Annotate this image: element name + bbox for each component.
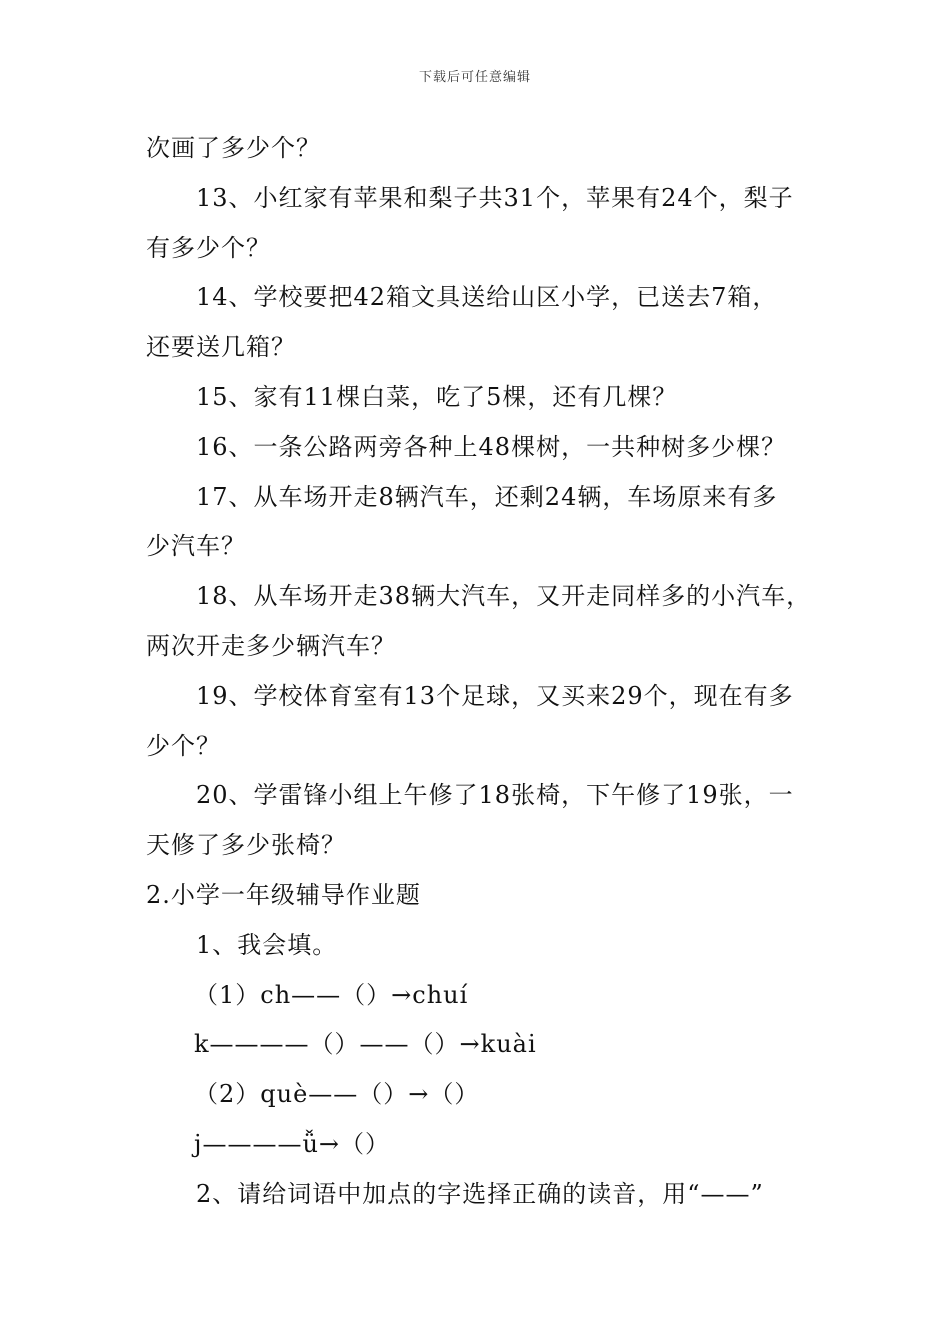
question-14-line-2: 还要送几箱？ xyxy=(146,333,296,362)
pinyin-row-2: k————（）——（）→kuài xyxy=(194,1030,537,1059)
question-16: 16、一条公路两旁各种上48棵树，一共种树多少棵？ xyxy=(196,432,787,461)
document-body xyxy=(146,124,836,1220)
question-14-line-1: 14、学校要把42箱文具送给山区小学，已送去7箱， xyxy=(196,283,778,312)
question-20-line-2: 天修了多少张椅？ xyxy=(146,831,346,860)
question-15: 15、家有11棵白菜，吃了5棵，还有几棵？ xyxy=(196,382,678,411)
page-header: 下载后可任意编辑 xyxy=(418,70,531,85)
question-19-line-2: 少个？ xyxy=(146,731,221,760)
pinyin-row-4: j————ǚ→（） xyxy=(194,1129,391,1158)
pinyin-row-1: （1）ch——（）→chuí xyxy=(194,980,469,1009)
text-line: 次画了多少个？ xyxy=(146,134,321,162)
question-17-line-1: 17、从车场开走8辆汽车，还剩24辆，车场原来有多 xyxy=(196,482,778,511)
pinyin-row-3: （2）què——（）→（） xyxy=(194,1080,480,1109)
question-20-line-1: 20、学雷锋小组上午修了18张椅，下午修了19张，一 xyxy=(196,781,794,810)
question-13-line-1: 13、小红家有苹果和梨子共31个，苹果有24个，梨子 xyxy=(196,183,794,212)
question-18-line-1: 18、从车场开走38辆大汽车，又开走同样多的小汽车， xyxy=(196,582,812,611)
question-13-line-2: 有多少个？ xyxy=(146,233,271,262)
question-17-line-2: 少汽车？ xyxy=(146,532,246,561)
section-heading: 2.小学一年级辅导作业题 xyxy=(146,880,421,909)
question-18-line-2: 两次开走多少辆汽车？ xyxy=(146,631,396,660)
exercise-1-title: 1、我会填。 xyxy=(196,930,338,959)
exercise-2-title: 2、请给词语中加点的字选择正确的读音，用“——” xyxy=(196,1179,764,1208)
question-19-line-1: 19、学校体育室有13个足球，又买来29个，现在有多 xyxy=(196,681,794,710)
